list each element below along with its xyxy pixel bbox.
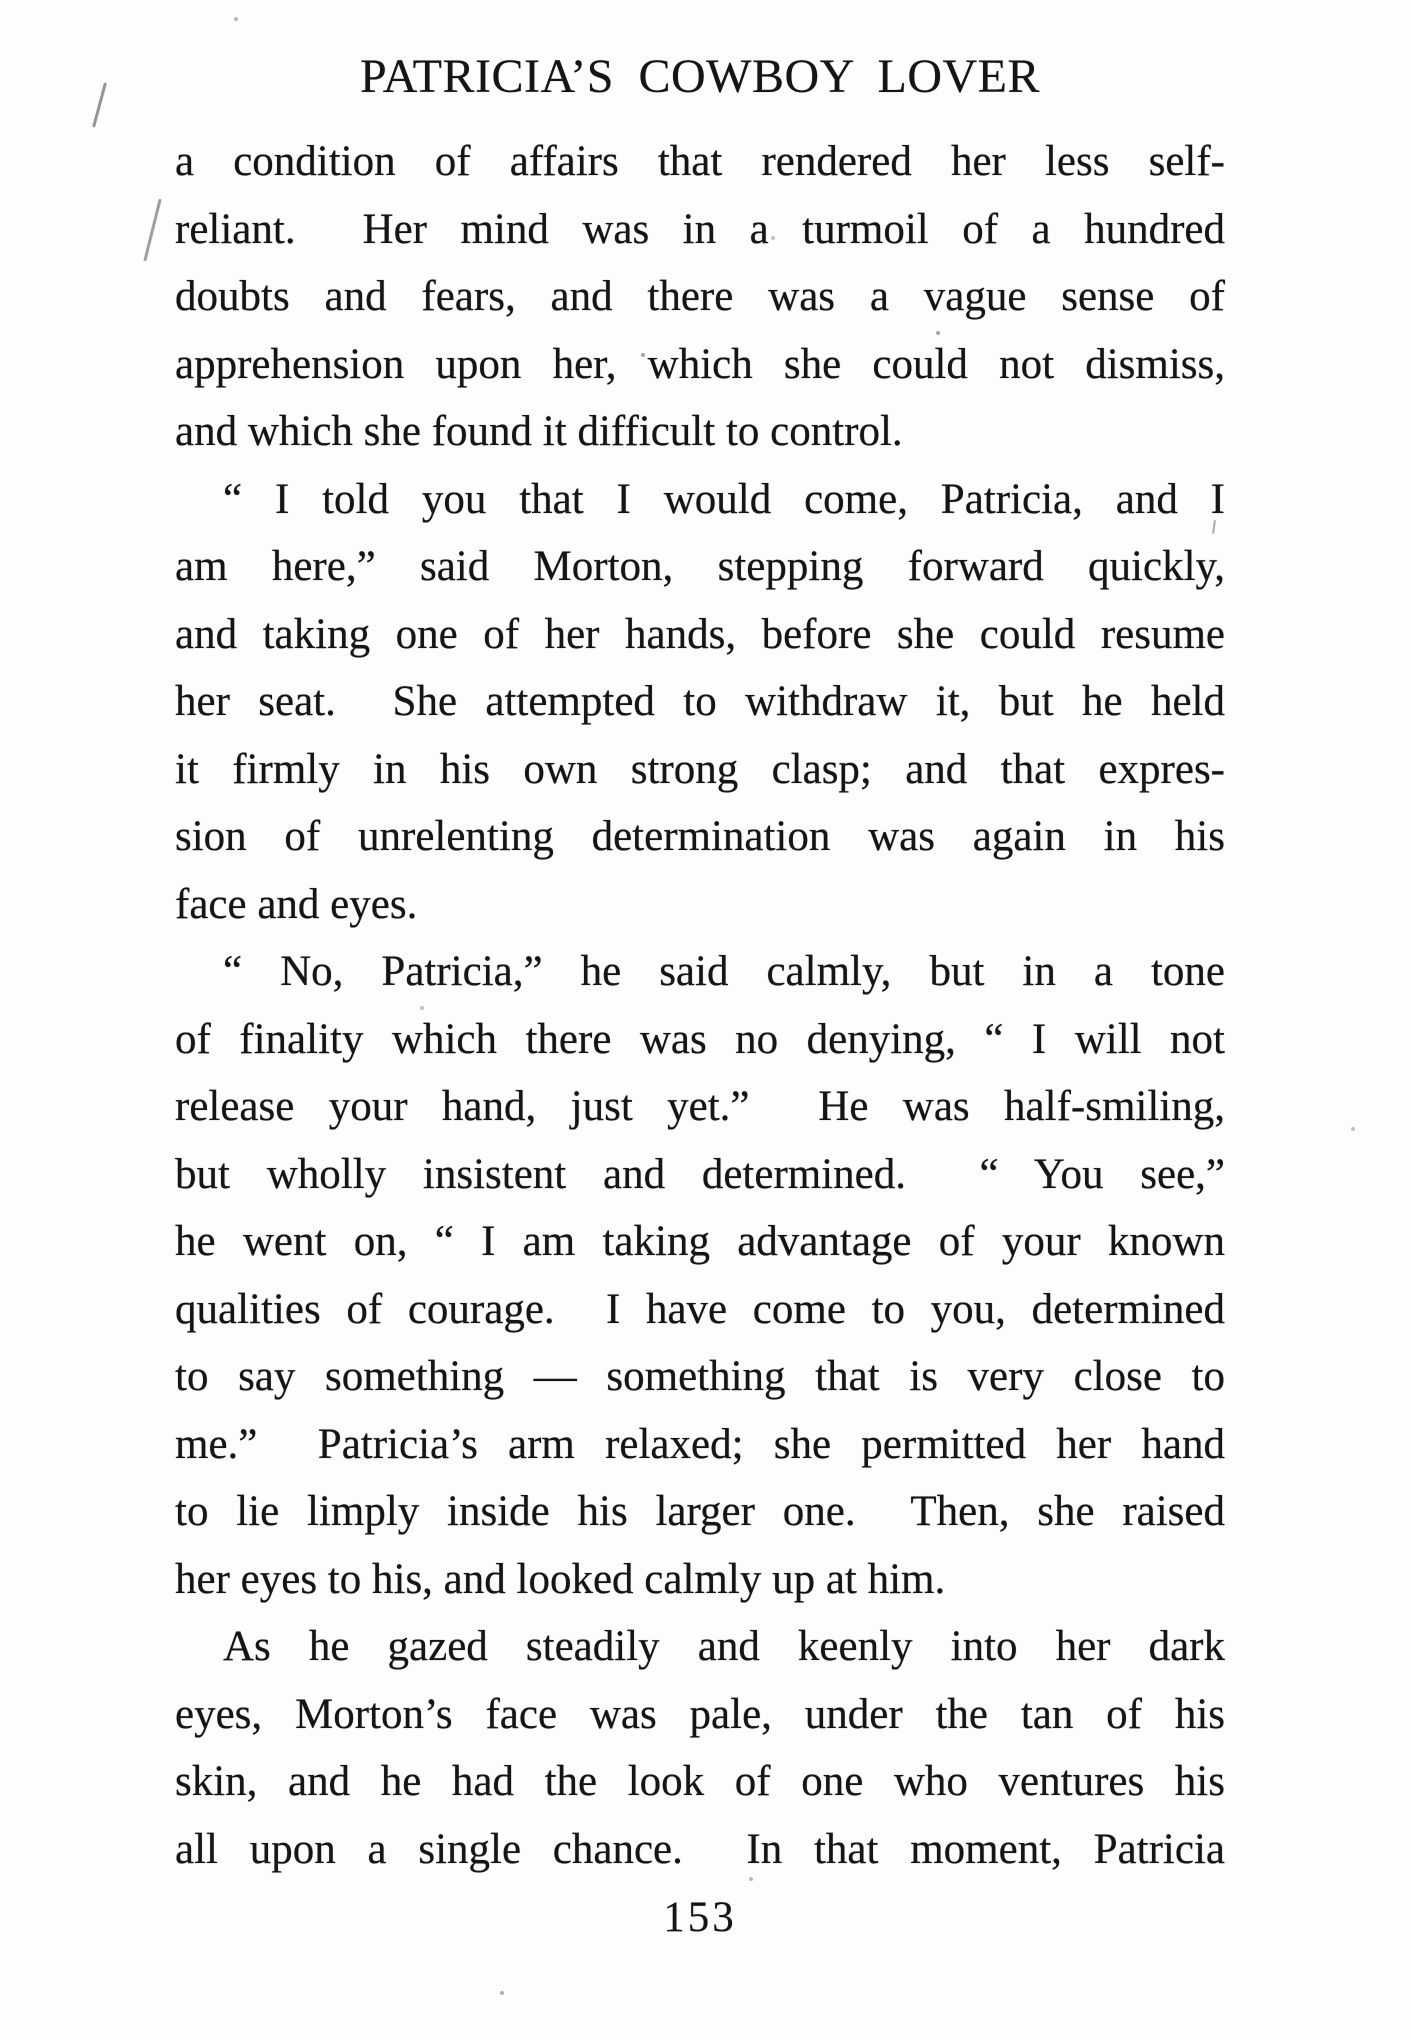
text-line: As he gazed steadily and keenly into her dark xyxy=(223,1623,1225,1670)
text-line: her seat. She attempted to withdraw it, but he held xyxy=(175,678,1225,725)
scan-artifact xyxy=(641,353,645,357)
text-line: apprehension upon her, which she could not dismiss, xyxy=(175,340,1225,388)
text-line: “ No, Patricia,” he said calmly, but in a tone xyxy=(223,948,1225,995)
text-line: it firmly in his own strong clasp; and that expres- xyxy=(175,745,1225,793)
text-line: to lie limply inside his larger one. Then, she raised xyxy=(175,1488,1225,1535)
text-line: qualities of courage. I have come to you, determined xyxy=(175,1285,1225,1333)
scan-artifact xyxy=(749,1877,753,1881)
text-line: to say something — something that is very close to xyxy=(175,1353,1225,1400)
text-line: but wholly insistent and determined. “ You see,” xyxy=(175,1150,1225,1198)
text-line: he went on, “ I am taking advantage of your known xyxy=(175,1218,1225,1265)
text-line: a condition of affairs that rendered her less self- xyxy=(175,138,1225,185)
scan-artifact xyxy=(1351,1127,1355,1131)
scan-artifact xyxy=(92,82,107,127)
scan-artifact xyxy=(143,199,161,262)
scan-artifact xyxy=(420,1006,424,1010)
text-line: “ I told you that I would come, Patricia, and I xyxy=(223,475,1225,523)
text-line: me.” Patricia’s arm relaxed; she permitted her hand xyxy=(175,1420,1225,1468)
body-text xyxy=(175,128,1225,1883)
text-line: skin, and he had the look of one who ventures his xyxy=(175,1758,1225,1805)
running-head: PATRICIA’S COWBOY LOVER xyxy=(359,50,1040,103)
text-line: am here,” said Morton, stepping forward quickly, xyxy=(175,543,1225,590)
scan-artifact xyxy=(771,236,775,240)
text-line: sion of unrelenting determination was again in his xyxy=(175,813,1225,860)
text-line: release your hand, just yet.” He was half-smiling, xyxy=(175,1083,1225,1130)
text-line: and which she found it difficult to control. xyxy=(175,408,903,455)
scan-artifact xyxy=(500,1991,504,1995)
text-line: and taking one of her hands, before she could resume xyxy=(175,610,1225,658)
scan-artifact xyxy=(936,331,940,335)
text-line: her eyes to his, and looked calmly up at him. xyxy=(175,1555,946,1603)
text-line: face and eyes. xyxy=(175,880,418,928)
page-number: 153 xyxy=(663,1894,737,1941)
text-line: reliant. Her mind was in a turmoil of a hundred xyxy=(175,205,1225,253)
text-line: of finality which there was no denying, “ I will not xyxy=(175,1015,1225,1063)
scan-artifact xyxy=(234,17,238,21)
text-line: eyes, Morton’s face was pale, under the tan of his xyxy=(175,1690,1225,1738)
text-line: all upon a single chance. In that moment, Patricia xyxy=(175,1825,1225,1873)
text-line: doubts and fears, and there was a vague sense of xyxy=(175,273,1225,320)
